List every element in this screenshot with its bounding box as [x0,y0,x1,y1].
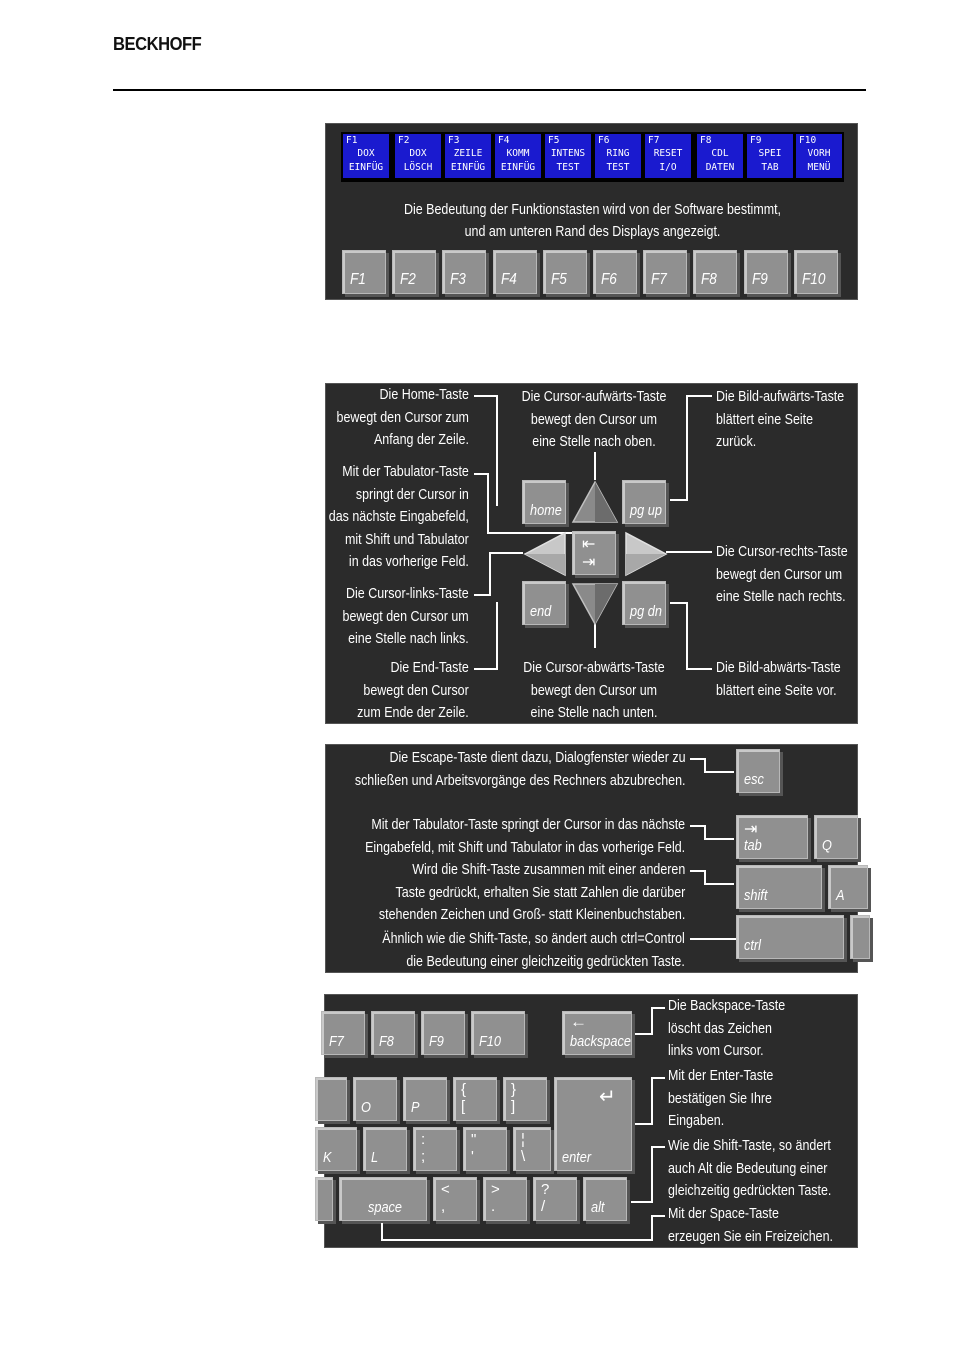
space-key[interactable]: space [339,1177,427,1221]
beckhoff-logo: BECKHOFF [113,34,202,54]
cursor-up-description: Die Cursor-aufwärts-Taste bewegt den Cursor um eine Stelle nach oben. [521,389,667,450]
cursor-down-description: Die Cursor-abwärts-Taste bewegt den Cursor um eine Stelle nach unten. [523,660,665,721]
f10-key[interactable]: F10 [471,1011,525,1055]
backspace-description: Die Backspace-Taste löscht das Zeichen links vom Cursor. [668,998,786,1059]
page-down-key[interactable]: pg dn [622,581,666,625]
shift-description: Wird die Shift-Taste zusammen mit einer anderen Taste gedrückt, erhalten Sie statt Zahlen die darüber stehenden Zeichen und Groß- statt Kleinenbuchstaben. [378,862,685,923]
cursor-right-description: Die Cursor-rechts-Taste bewegt den Cursor um eine Stelle nach rechts. [716,544,848,605]
header-rule [113,89,866,91]
end-description: Die End-Taste bewegt den Cursor zum Ende der Zeile. [357,660,469,721]
left-brace-key[interactable]: { [ [453,1077,497,1121]
softkey-label-4: F4 KOMM EINFÜG [495,134,541,178]
q-key[interactable]: Q [814,815,858,859]
question-key[interactable]: ? / [533,1177,577,1221]
cursor-up-arrow-icon[interactable] [571,480,619,524]
softkey-label-9: F9 SPEI TAB [747,134,793,178]
function-key-f8[interactable]: F8 [693,250,737,294]
f7-key[interactable]: F7 [321,1011,365,1055]
softkey-label-6: F6 RING TEST [595,134,641,178]
cursor-right-arrow-icon[interactable] [624,531,668,577]
ctrl-key[interactable]: ctrl [736,915,844,959]
editing-keys-panel [324,994,858,1248]
cursor-left-arrow-icon[interactable] [523,531,567,577]
modifier-keys-panel [325,744,858,973]
page-up-description: Die Bild-aufwärts-Taste blättert eine Seite zurück. [716,389,845,450]
p-key[interactable]: P [403,1077,447,1121]
ctrl-description: Ähnlich wie die Shift-Taste, so ändert auch ctrl=Control die Bedeutung einer gleichzeitig gedrückten Taste. [382,931,685,970]
cursor-left-description: Die Cursor-links-Taste bewegt den Cursor um eine Stelle nach links. [342,586,469,647]
pipe-key[interactable]: ¦ \ [513,1127,551,1171]
softkey-label-5: F5 INTENS TEST [545,134,591,178]
tab-description: Mit der Tabulator-Taste springt der Cursor in das nächste Eingabefeld, mit Shift und Tabulator in das vorherige Feld. [328,464,469,570]
softkey-label-3: F3 ZEILE EINFÜG [445,134,491,178]
cursor-down-arrow-icon[interactable] [571,582,619,626]
function-keys-caption-line2: und am unteren Rand des Displays angezeigt. [464,224,721,240]
function-key-f3[interactable]: F3 [442,250,486,294]
softkey-label-1: F1 DOX EINFÜG [343,134,389,178]
end-key[interactable]: end [522,581,566,625]
home-key[interactable]: home [522,480,566,524]
a-key[interactable]: A [828,865,868,909]
enter-description: Mit der Enter-Taste bestätigen Sie Ihre Eingaben. [668,1068,774,1129]
function-key-f4[interactable]: F4 [493,250,537,294]
tab-key[interactable]: ⇤ ⇥ [572,531,616,575]
less-than-key[interactable]: < , [433,1177,477,1221]
function-key-f10[interactable]: F10 [794,250,838,294]
escape-description: Die Escape-Taste dient dazu, Dialogfenster wieder zu schließen und Arbeitsvorgänge des Rechners abzubrechen. [354,750,685,789]
right-brace-key[interactable]: } ] [503,1077,547,1121]
shift-key[interactable]: shift [736,865,822,909]
backspace-key[interactable]: ← backspace [562,1011,632,1055]
softkey-display [341,132,844,182]
function-key-f7[interactable]: F7 [643,250,687,294]
f8-key[interactable]: F8 [371,1011,415,1055]
page-up-key[interactable]: pg up [622,480,666,524]
alt-key[interactable]: alt [583,1177,627,1221]
function-key-f1[interactable]: F1 [342,250,386,294]
partial-key-row4[interactable] [315,1177,333,1221]
tab-description: Mit der Tabulator-Taste springt der Cursor in das nächste Eingabefeld, mit Shift und Tabulator in das vorherige Feld. [364,817,685,856]
quote-key[interactable]: " ' [463,1127,507,1171]
function-key-f6[interactable]: F6 [593,250,637,294]
colon-key[interactable]: : ; [413,1127,457,1171]
next-key-partial[interactable] [850,915,870,959]
partial-key-row2[interactable] [315,1077,347,1121]
softkey-label-10: F10 VORH MENÜ [796,134,842,178]
f9-key[interactable]: F9 [421,1011,465,1055]
function-keys-panel [325,123,858,300]
function-key-f2[interactable]: F2 [392,250,436,294]
o-key[interactable]: O [353,1077,397,1121]
tab-key[interactable]: ⇥ tab [736,815,808,859]
cursor-keys-panel [325,383,858,724]
function-key-f9[interactable]: F9 [744,250,788,294]
softkey-label-2: F2 DOX LÖSCH [395,134,441,178]
l-key[interactable]: L [363,1127,407,1171]
k-key[interactable]: K [315,1127,357,1171]
greater-than-key[interactable]: > . [483,1177,527,1221]
escape-key[interactable]: esc [736,749,780,793]
softkey-label-7: F7 RESET I/O [645,134,691,178]
enter-key[interactable]: ↵ enter [554,1077,632,1171]
function-keys-caption-line1: Die Bedeutung der Funktionstasten wird von der Software bestimmt, [403,202,782,218]
home-description: Die Home-Taste bewegt den Cursor zum Anfang der Zeile. [336,387,469,448]
function-key-f5[interactable]: F5 [543,250,587,294]
alt-description: Wie die Shift-Taste, so ändert auch Alt die Bedeutung einer gleichzeitig gedrückten Taste. [668,1138,832,1199]
softkey-label-8: F8 CDL DATEN [697,134,743,178]
page-down-description: Die Bild-abwärts-Taste blättert eine Seite vor. [716,660,841,699]
space-description: Mit der Space-Taste erzeugen Sie ein Freizeichen. [668,1206,833,1245]
